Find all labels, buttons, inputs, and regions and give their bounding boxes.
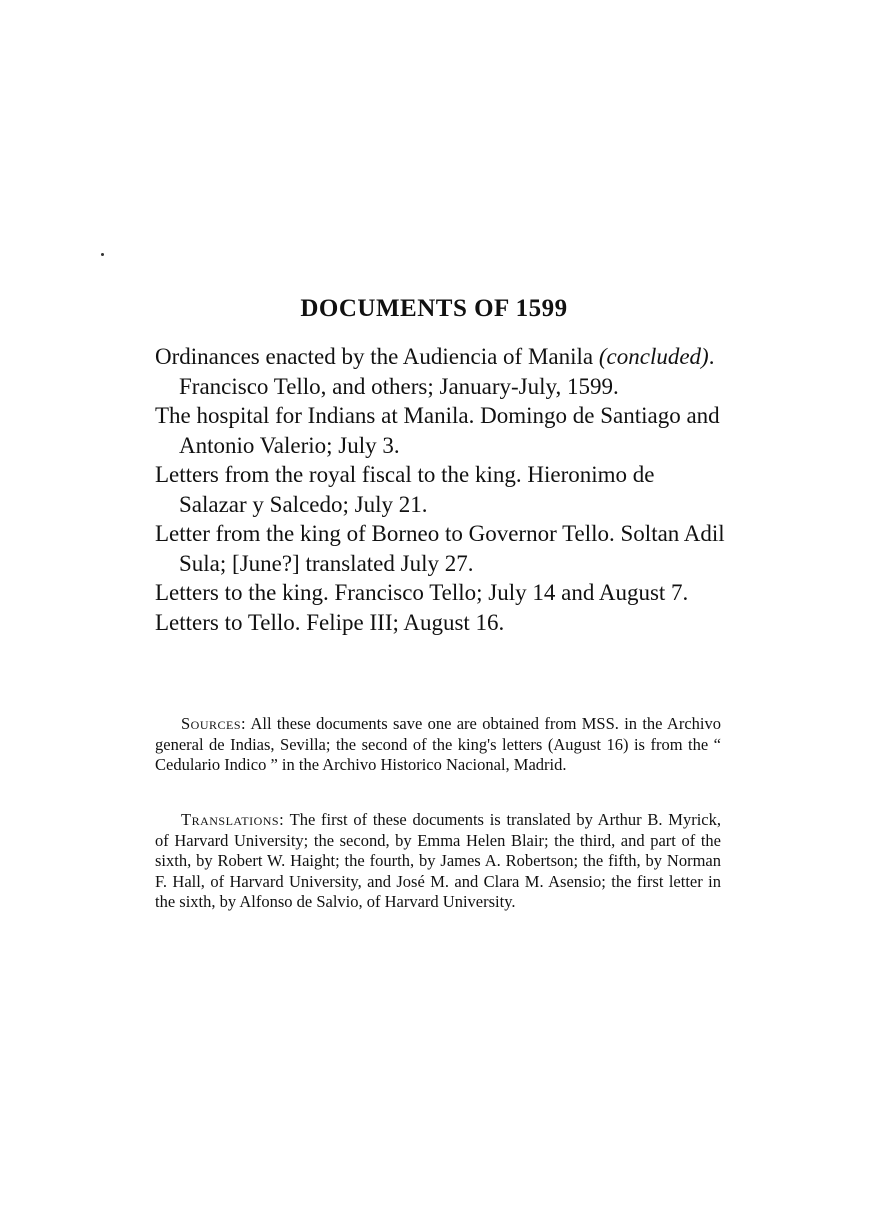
contents-entry	[155, 460, 725, 519]
translations-note	[155, 810, 721, 913]
entry-text: Ordinances enacted by the Audiencia of Manila	[155, 344, 599, 369]
sources-text: All these documents save one are obtained from MSS. in the Archivo general de Indias, Sevilla; the second of the king's letters (August 16) is from the “ Cedulario Indico ” in the Archivo Historico Nacional, Madrid.	[155, 714, 721, 774]
contents-entry	[155, 519, 725, 578]
entry-text: The hospital for Indians at Manila. Domingo de Santiago and Antonio Valerio; July 3.	[155, 403, 720, 458]
contents-list	[155, 342, 725, 637]
entry-text: Letters to the king. Francisco Tello; July 14 and August 7.	[155, 580, 689, 605]
sources-label: Sources:	[181, 714, 247, 733]
page-title: DOCUMENTS OF 1599	[300, 294, 568, 322]
translations-text: The first of these documents is translated by Arthur B. Myrick, of Harvard University; the second, by Emma Helen Blair; the third, and part of the sixth, by Robert W. Haight; the fourth, by James A. Robertson; the fifth, by Norman F. Hall, of Harvard University, and José M. and Clara M. Asensio; the first letter in the sixth, by Alfonso de Salvio, of Harvard University.	[155, 810, 721, 911]
entry-text-continued: . Francisco Tello, and others; January-July, 1599.	[179, 344, 715, 399]
print-speck	[101, 253, 104, 256]
translations-label: Translations:	[181, 810, 285, 829]
entry-text: Letters from the royal fiscal to the king. Hieronimo de Salazar y Salcedo; July 21.	[155, 462, 655, 517]
contents-entry	[155, 578, 725, 608]
contents-entry	[155, 608, 725, 638]
contents-entry	[155, 401, 725, 460]
entry-text: Letter from the king of Borneo to Governor Tello. Soltan Adil Sula; [June?] translated July 27.	[155, 521, 725, 576]
entry-text: Letters to Tello. Felipe III; August 16.	[155, 609, 505, 635]
entry-italic-text: (concluded)	[598, 344, 709, 369]
sources-note	[155, 714, 721, 776]
contents-entry	[155, 342, 725, 401]
